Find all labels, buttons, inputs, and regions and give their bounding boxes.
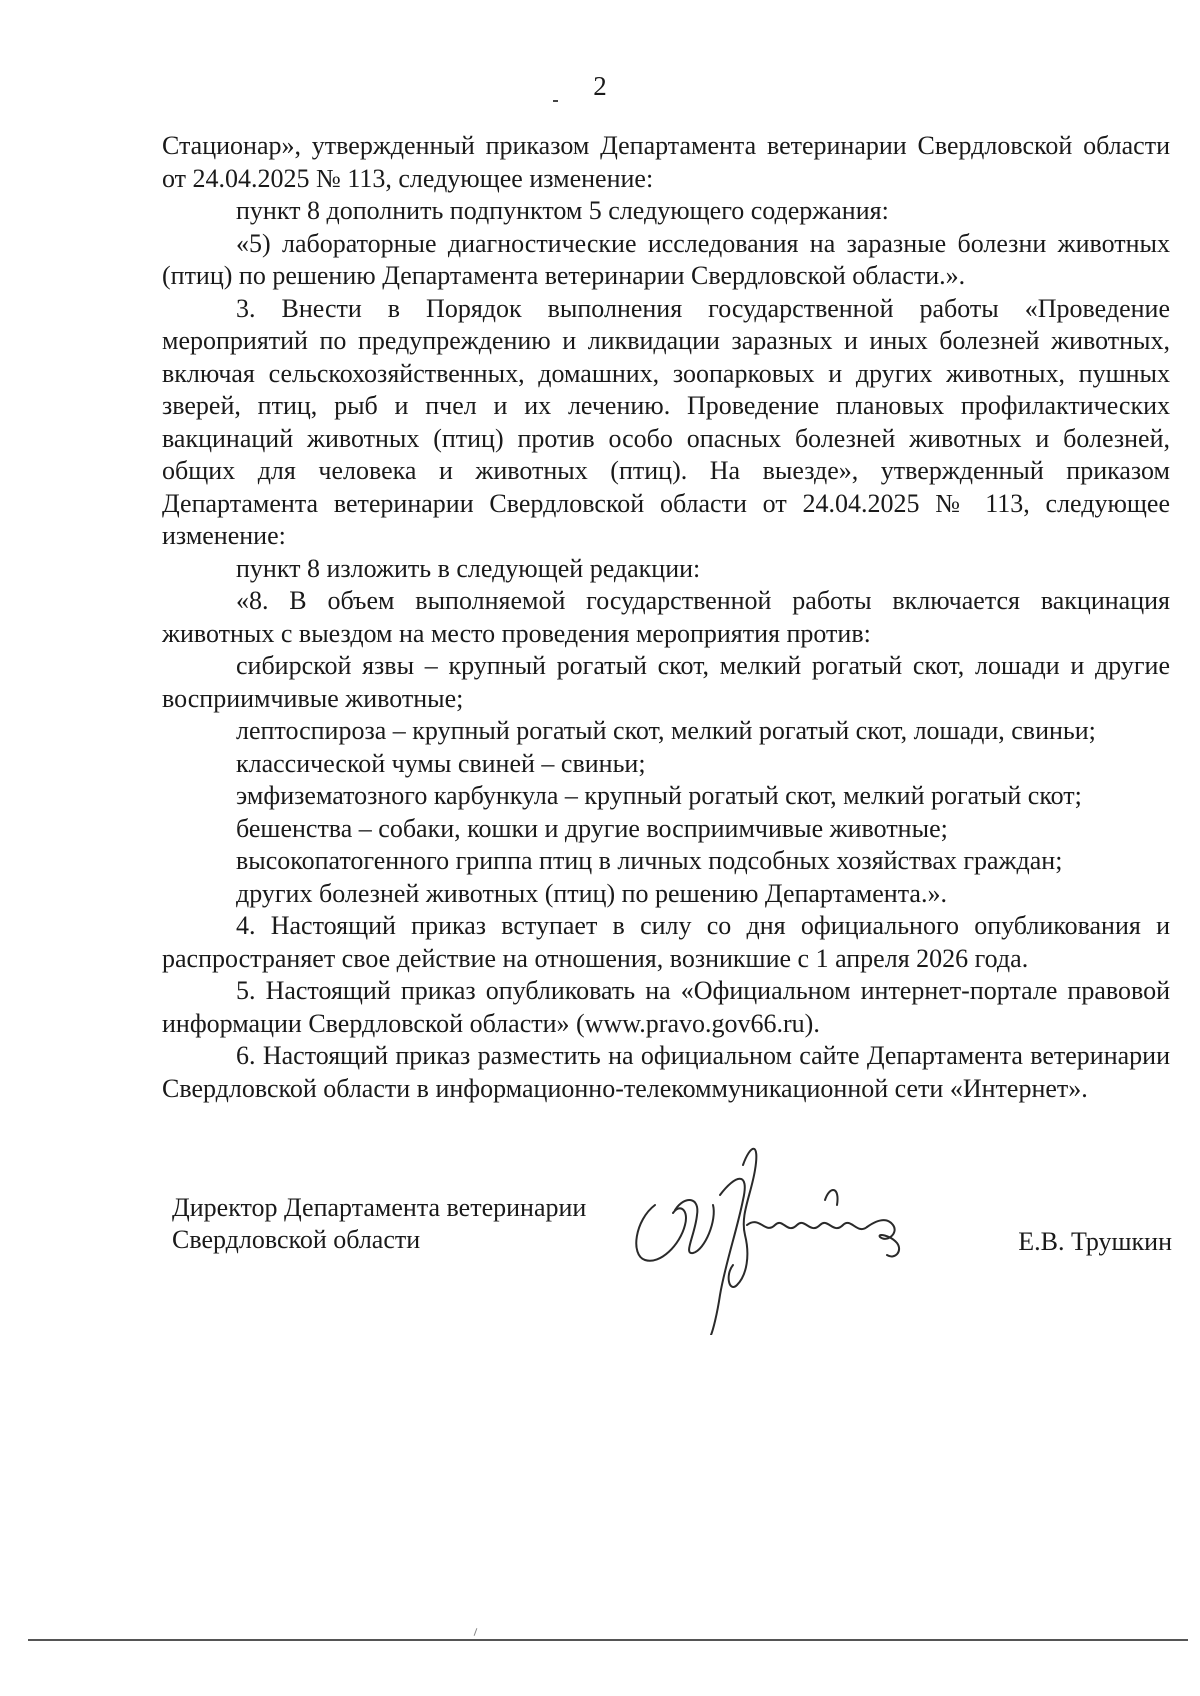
paragraph-list-entry: лептоспироза – крупный рогатый скот, мелкий рогатый скот, лошади, свиньи;: [236, 716, 1096, 745]
paragraph-list-entry: сибирской язвы – крупный рогатый скот, мелкий рогатый скот, лошади и другие восприимчивые животные;: [162, 651, 1170, 713]
paragraph: «5) лабораторные диагностические исследования на заразные болезни животных (птиц) по решению Департамента ветеринарии Свердловской области.».: [162, 228, 1170, 290]
footer-rule: [28, 1639, 1188, 1641]
signer-position-line1: Директор Департамента ветеринарии: [172, 1193, 587, 1222]
paragraph: пункт 8 изложить в следующей редакции:: [236, 553, 701, 583]
signer-name: Е.В. Трушкин: [1018, 1227, 1172, 1256]
signer-position-line2: Свердловской области: [172, 1225, 421, 1254]
paragraph: «8. В объем выполняемой государственной работы включается вакцинация животных с выездом на место проведения мероприятия против:: [162, 586, 1170, 648]
paragraph-continuation: Стационар», утвержденный приказом Департамента ветеринарии Свердловской области от 24.04.2025 № 113, следующее изменение:: [162, 131, 1170, 193]
paragraph-list-entry: классической чумы свиней – свиньи;: [236, 748, 646, 778]
document-body: [162, 130, 1170, 1105]
page-number: 2: [593, 71, 607, 101]
paragraph-list-entry: других болезней животных (птиц) по решению Департамента.».: [236, 878, 947, 908]
signer-position: [172, 1192, 652, 1256]
paragraph-list-entry: бешенства – собаки, кошки и другие восприимчивые животные;: [236, 813, 948, 843]
paragraph-item-6: 6. Настоящий приказ разместить на официальном сайте Департамента ветеринарии Свердловской области в информационно-телекоммуникационной сети «Интернет».: [162, 1041, 1170, 1103]
paragraph-item-5: 5. Настоящий приказ опубликовать на «Официальном интернет-портале правовой информации Свердловской области» (www.pravo.gov66.ru).: [162, 976, 1170, 1038]
paragraph: пункт 8 дополнить подпунктом 5 следующего содержания:: [236, 196, 889, 225]
paragraph-item-4: 4. Настоящий приказ вступает в силу со дня официального опубликования и распространяет свое действие на отношения, возникшие с 1 апреля 2026 года.: [162, 911, 1170, 973]
scan-artifact: [553, 100, 558, 102]
scan-artifact: [474, 1628, 478, 1636]
paragraph-list-entry: высокопатогенного гриппа птиц в личных подсобных хозяйствах граждан;: [236, 846, 1063, 875]
paragraph-item-3: 3. Внести в Порядок выполнения государственной работы «Проведение мероприятий по предупреждению и ликвидации заразных и иных болезней животных, включая сельскохозяйственных, домашних, зоопарковых и других животных, пушных зверей, птиц, рыб и пчел и их лечению. Проведение плановых профилактических вакцинаций животных (птиц) против особо опасных болезней животных и болезней, общих для человека и животных (птиц). На выезде», утвержденный приказом Департамента ветеринарии Свердловской области от 24.04.2025 № 113, следующее изменение:: [162, 293, 1170, 550]
handwritten-signature: [625, 1125, 965, 1335]
paragraph-list-entry: эмфизематозного карбункула – крупный рогатый скот, мелкий рогатый скот;: [236, 781, 1082, 810]
